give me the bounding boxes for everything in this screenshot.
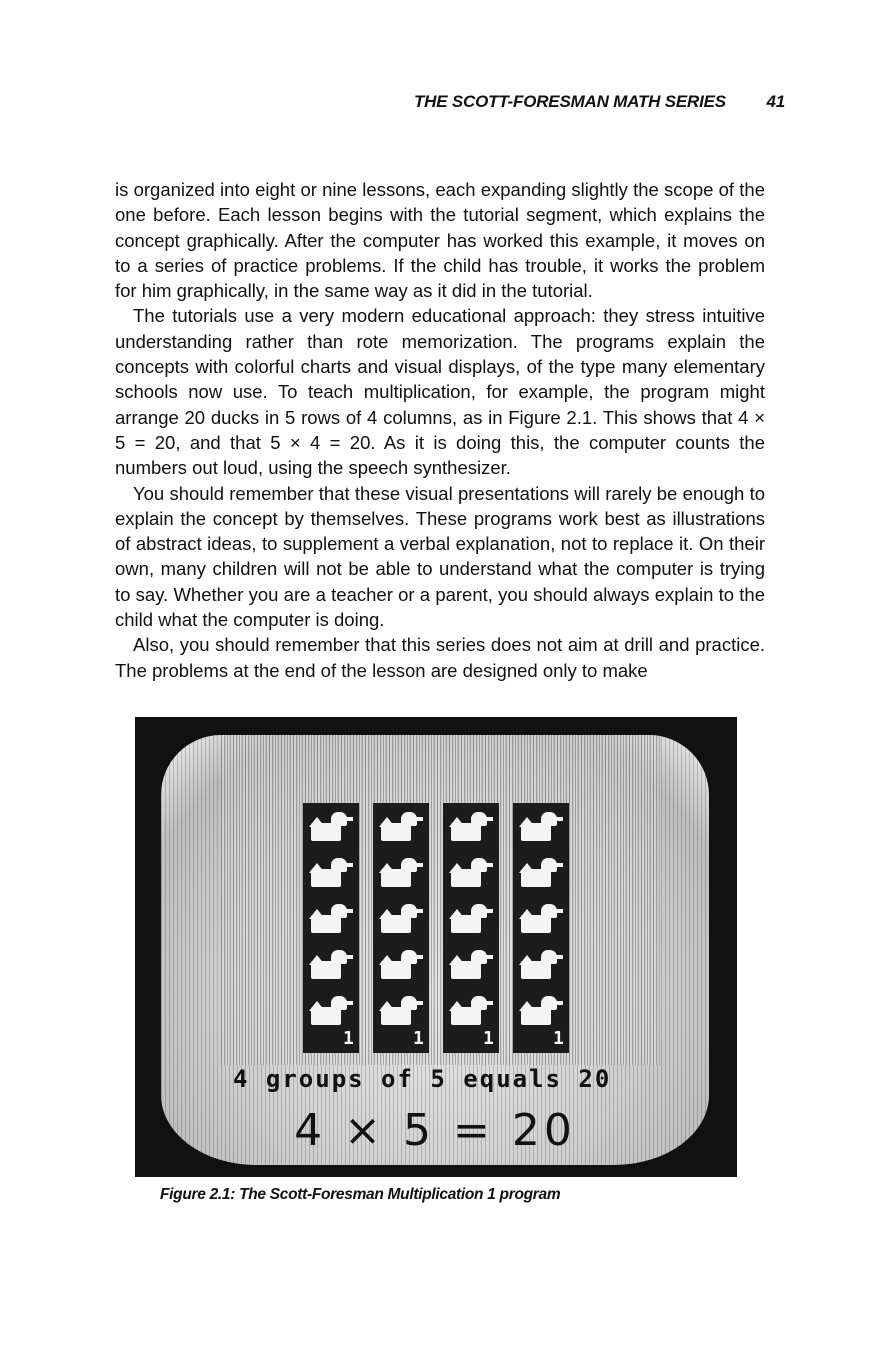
paragraph: You should remember that these visual presentations will rarely be enough to explain the concept by themselves. These programs work best as illustrations of abstract ideas, to supplement a verbal explanation, not to replace it. On their own, many children will not be able to understand what the computer is trying to say. Whether you are a teacher or a parent, you should always explain to the child what the computer is doing. xyxy=(115,482,765,631)
figure-screenshot xyxy=(135,717,737,1177)
duck-icon xyxy=(309,993,353,1029)
duck-icon xyxy=(519,809,563,845)
duck-icon xyxy=(379,947,423,983)
screen-raster xyxy=(221,735,661,1065)
duck-icon xyxy=(309,947,353,983)
duck-icon xyxy=(379,809,423,845)
duck-icon xyxy=(379,855,423,891)
duck-icon xyxy=(309,855,353,891)
screen-text: 4 groups of 5 equals 20 xyxy=(233,1065,612,1093)
duck-icon xyxy=(519,855,563,891)
duck-icon xyxy=(519,947,563,983)
crt-screen xyxy=(161,735,709,1165)
column-label: 1 xyxy=(483,1028,494,1049)
column-label: 1 xyxy=(413,1028,424,1049)
duck-icon xyxy=(449,901,493,937)
paragraph: is organized into eight or nine lessons, each expanding slightly the scope of the one before. Each lesson begins with the tutorial segment, which explains the concept graphically. After the computer has worked this example, it moves on to a series of practice problems. If the child has trouble, it works the problem for him graphically, in the same way as it did in the tutorial. xyxy=(115,179,765,302)
duck-icon xyxy=(379,901,423,937)
page-number: 41 xyxy=(766,92,785,111)
screen-equation: 4 × 5 = 20 xyxy=(294,1105,576,1156)
figure-caption: Figure 2.1: The Scott-Foresman Multiplication 1 program xyxy=(160,1186,561,1203)
duck-column xyxy=(303,803,359,1053)
duck-column xyxy=(443,803,499,1053)
paragraph: The tutorials use a very modern educational approach: they stress intuitive understanding rather than rote memorization. The programs explain the concepts with colorful charts and visual displays, of the type many elementary schools now use. To teach multiplication, for example, the program might arrange 20 ducks in 5 rows of 4 columns, as in Figure 2.1. This shows that 4 × 5 = 20, and that 5 × 4 = 20. As it is doing this, the computer counts the numbers out loud, using the speech synthesizer. xyxy=(115,305,765,479)
duck-icon xyxy=(449,993,493,1029)
body-text xyxy=(115,177,765,683)
duck-icon xyxy=(309,901,353,937)
duck-icon xyxy=(519,993,563,1029)
duck-column xyxy=(513,803,569,1053)
duck-icon xyxy=(449,947,493,983)
duck-icon xyxy=(379,993,423,1029)
duck-icon xyxy=(449,809,493,845)
column-label: 1 xyxy=(343,1028,354,1049)
paragraph: Also, you should remember that this series does not aim at drill and practice. The problems at the end of the lesson are designed only to make xyxy=(115,634,765,681)
duck-icon xyxy=(309,809,353,845)
column-label: 1 xyxy=(553,1028,564,1049)
duck-column xyxy=(373,803,429,1053)
duck-icon xyxy=(519,901,563,937)
duck-icon xyxy=(449,855,493,891)
running-header xyxy=(0,92,785,112)
running-title: THE SCOTT-FORESMAN MATH SERIES xyxy=(413,92,726,111)
